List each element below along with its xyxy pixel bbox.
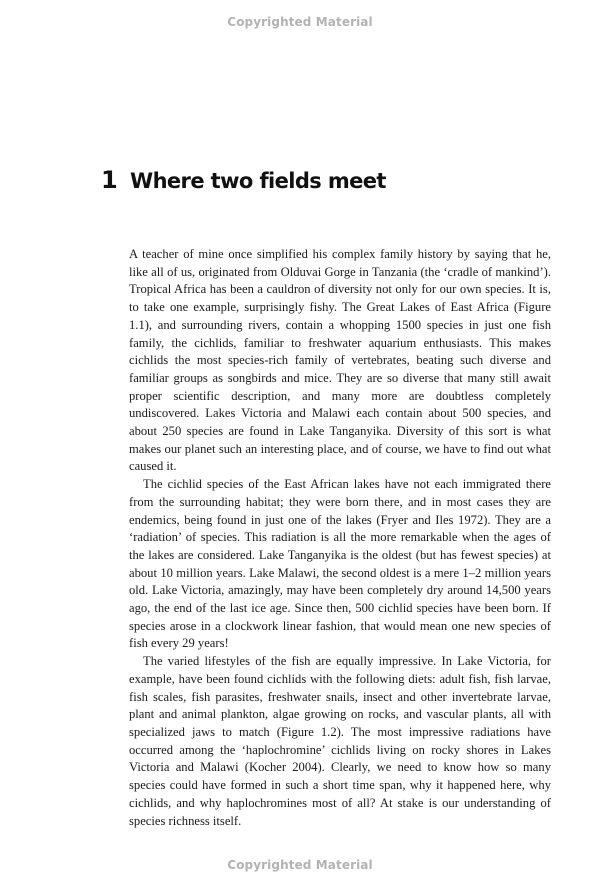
copyright-watermark-top: Copyrighted Material bbox=[227, 15, 373, 29]
paragraph: A teacher of mine once simplified his complex family history by saying that he, like all of us, originated from Olduvai Gorge in Tanzania (the ‘cradle of mankind’). Tropical Africa has been a cauldron of diversity not only for our own species. It is, to take one example, surprisingly fishy. The Great Lakes of East Africa (Figure 1.1), and surrounding rivers, contain a whopping 1500 species in just one fish family, the cichlids, familiar to freshwater aquarium enthusiasts. This makes cichlids the most species-rich family of vertebrates, beating such diverse and familiar groups as songbirds and mice. They are so diverse that many still await proper scientific description, and many more are doubtless completely undiscovered. Lakes Victoria and Malawi each contain about 500 species, and about 250 species are found in Lake Tanganyika. Diversity of this sort is what makes our planet such an interesting place, and of course, we have to find out what caused it. bbox=[129, 247, 551, 474]
paragraph: The cichlid species of the East African lakes have not each immigrated there from the surrounding habitat; they were born there, and in most cases they are endemics, being found in just one of the lakes (Fryer and Iles 1972). They are a ‘radiation’ of species. This radiation is all the more remarkable when the ages of the lakes are considered. Lake Tanganyika is the oldest (but has fewest species) at about 10 million years. Lake Malawi, the second oldest is a mere 1–2 million years old. Lake Victoria, amazingly, may have been completely dry around 14,500 years ago, the end of the last ice age. Since then, 500 cichlid species have been born. If species arose in a clockwork linear fashion, that would mean one new species of fish every 29 years! bbox=[129, 477, 551, 651]
chapter-number: 1 bbox=[101, 166, 118, 194]
paragraph: The varied lifestyles of the fish are equally impressive. In Lake Victoria, for example, have been found cichlids with the following diets: adult fish, fish larvae, fish scales, fish parasites, freshwater snails, insect and other invertebrate larvae, plant and animal plankton, algae growing on rocks, and vascular plants, all with specialized jaws to match (Figure 1.2). The most impressive radiations have occurred among the ‘haplochromine’ cichlids living on rocky shores in Lakes Victoria and Malawi (Kocher 2004). Clearly, we need to know how so many species could have formed in such a short time span, why it happened here, why cichlids, and why haplochromines most of all? At stake is our understanding of species richness itself. bbox=[129, 654, 551, 828]
chapter-body bbox=[129, 246, 551, 830]
chapter-title: Where two fields meet bbox=[130, 169, 386, 193]
copyright-watermark-bottom: Copyrighted Material bbox=[227, 858, 373, 872]
chapter-heading bbox=[101, 166, 561, 194]
